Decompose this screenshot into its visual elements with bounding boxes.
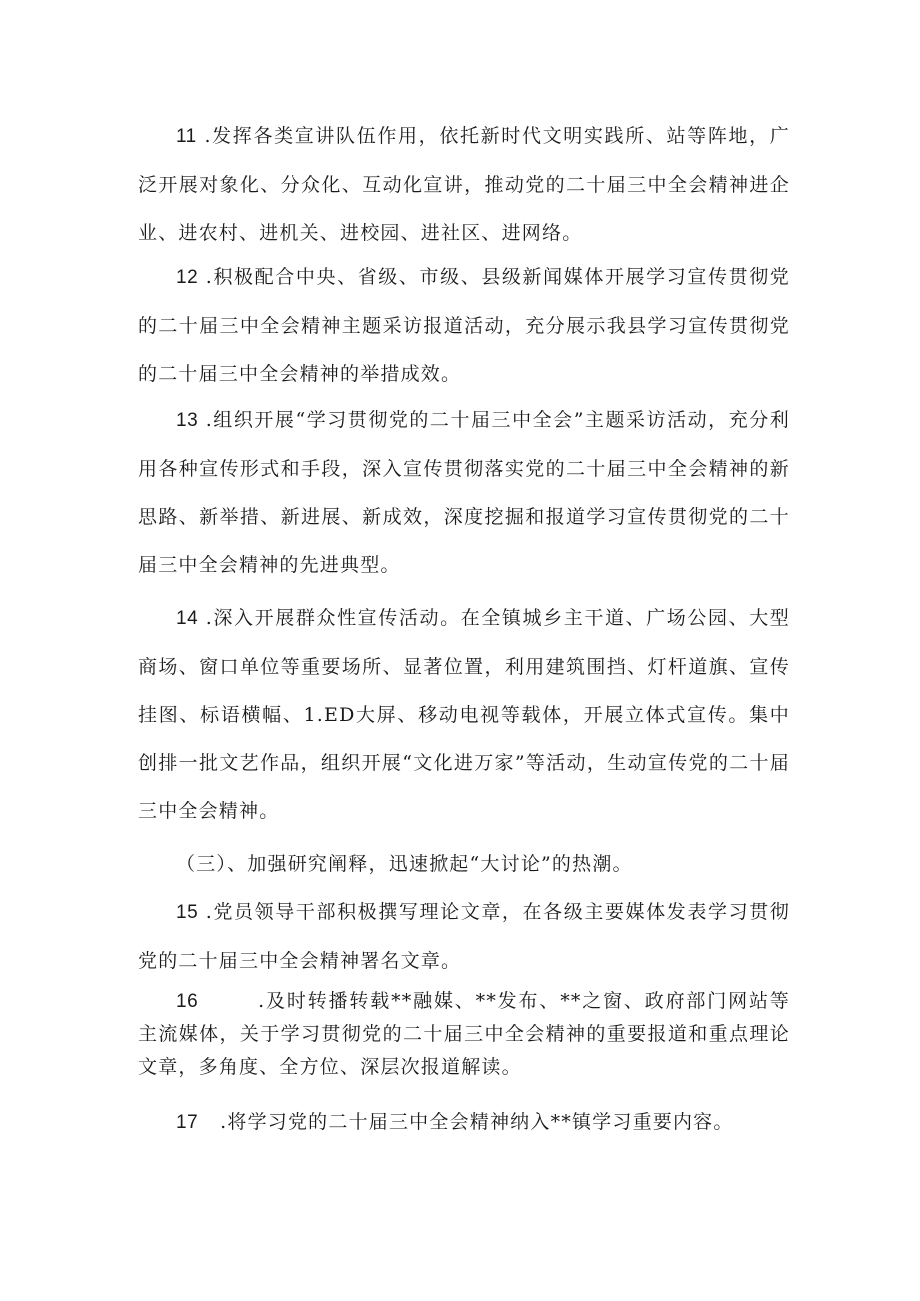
paragraph-number: 13 (176, 410, 199, 431)
paragraph-17 (138, 1098, 790, 1147)
paragraph-text: .组织开展“学习贯彻党的二十届三中全会”主题采访活动，充分利用各种宣传形式和手段，深入宣传贯彻落实党的二十届三中全会精神的新思路、新举措、新进展、新成效，深度挖掘和报道学习宣传贯彻党的二十届三中全会精神的先进典型。 (138, 409, 790, 576)
paragraph-number: 17 (176, 1112, 199, 1133)
paragraph-number: 15 (176, 902, 199, 923)
paragraph-16 (138, 985, 790, 1084)
paragraph-text: .及时转播转载**融媒、**发布、**之窗、政府部门网站等主流媒体，关于学习贯彻党的二十届三中全会精神的重要报道和重点理论文章，多角度、全方位、深层次报道解读。 (138, 990, 790, 1078)
paragraph-text: .党员领导干部积极撰写理论文章，在各级主要媒体发表学习贯彻党的二十届三中全会精神署名文章。 (138, 901, 790, 972)
paragraph-number: 11 (176, 126, 197, 147)
paragraph-11 (138, 112, 790, 257)
section-heading: （三）、加强研究阐释，迅速掀起“大讨论”的热潮。 (176, 853, 633, 875)
paragraph-number: 12 (176, 267, 199, 288)
paragraph-15 (138, 888, 790, 985)
paragraph-text: .发挥各类宣讲队伍作用，依托新时代文明实践所、站等阵地，广泛开展对象化、分众化、互动化宣讲，推动党的二十届三中全会精神进企业、进农村、进机关、进校园、进社区、进网络。 (138, 125, 790, 244)
paragraph-number: 16 (176, 991, 199, 1012)
paragraph-text: .积极配合中央、省级、市级、县级新闻媒体开展学习宣传贯彻党的二十届三中全会精神主题采访报道活动，充分展示我县学习宣传贯彻党的二十届三中全会精神的举措成效。 (138, 266, 790, 385)
paragraph-13 (138, 396, 790, 589)
paragraph-number: 14 (176, 608, 199, 629)
paragraph-text: .深入开展群众性宣传活动。在全镇城乡主干道、广场公园、大型商场、窗口单位等重要场所、显著位置，利用建筑围挡、灯杆道旗、宣传挂图、标语横幅、1.ED大屏、移动电视等载体，开展立体式宣传。集中创排一批文艺作品，组织开展“文化进万家”等活动，生动宣传党的二十届三中全会精神。 (138, 607, 790, 822)
paragraph-14 (138, 594, 790, 835)
paragraph-12 (138, 253, 790, 398)
paragraph-text: .将学习党的二十届三中全会精神纳入**镇学习重要内容。 (220, 1111, 734, 1133)
